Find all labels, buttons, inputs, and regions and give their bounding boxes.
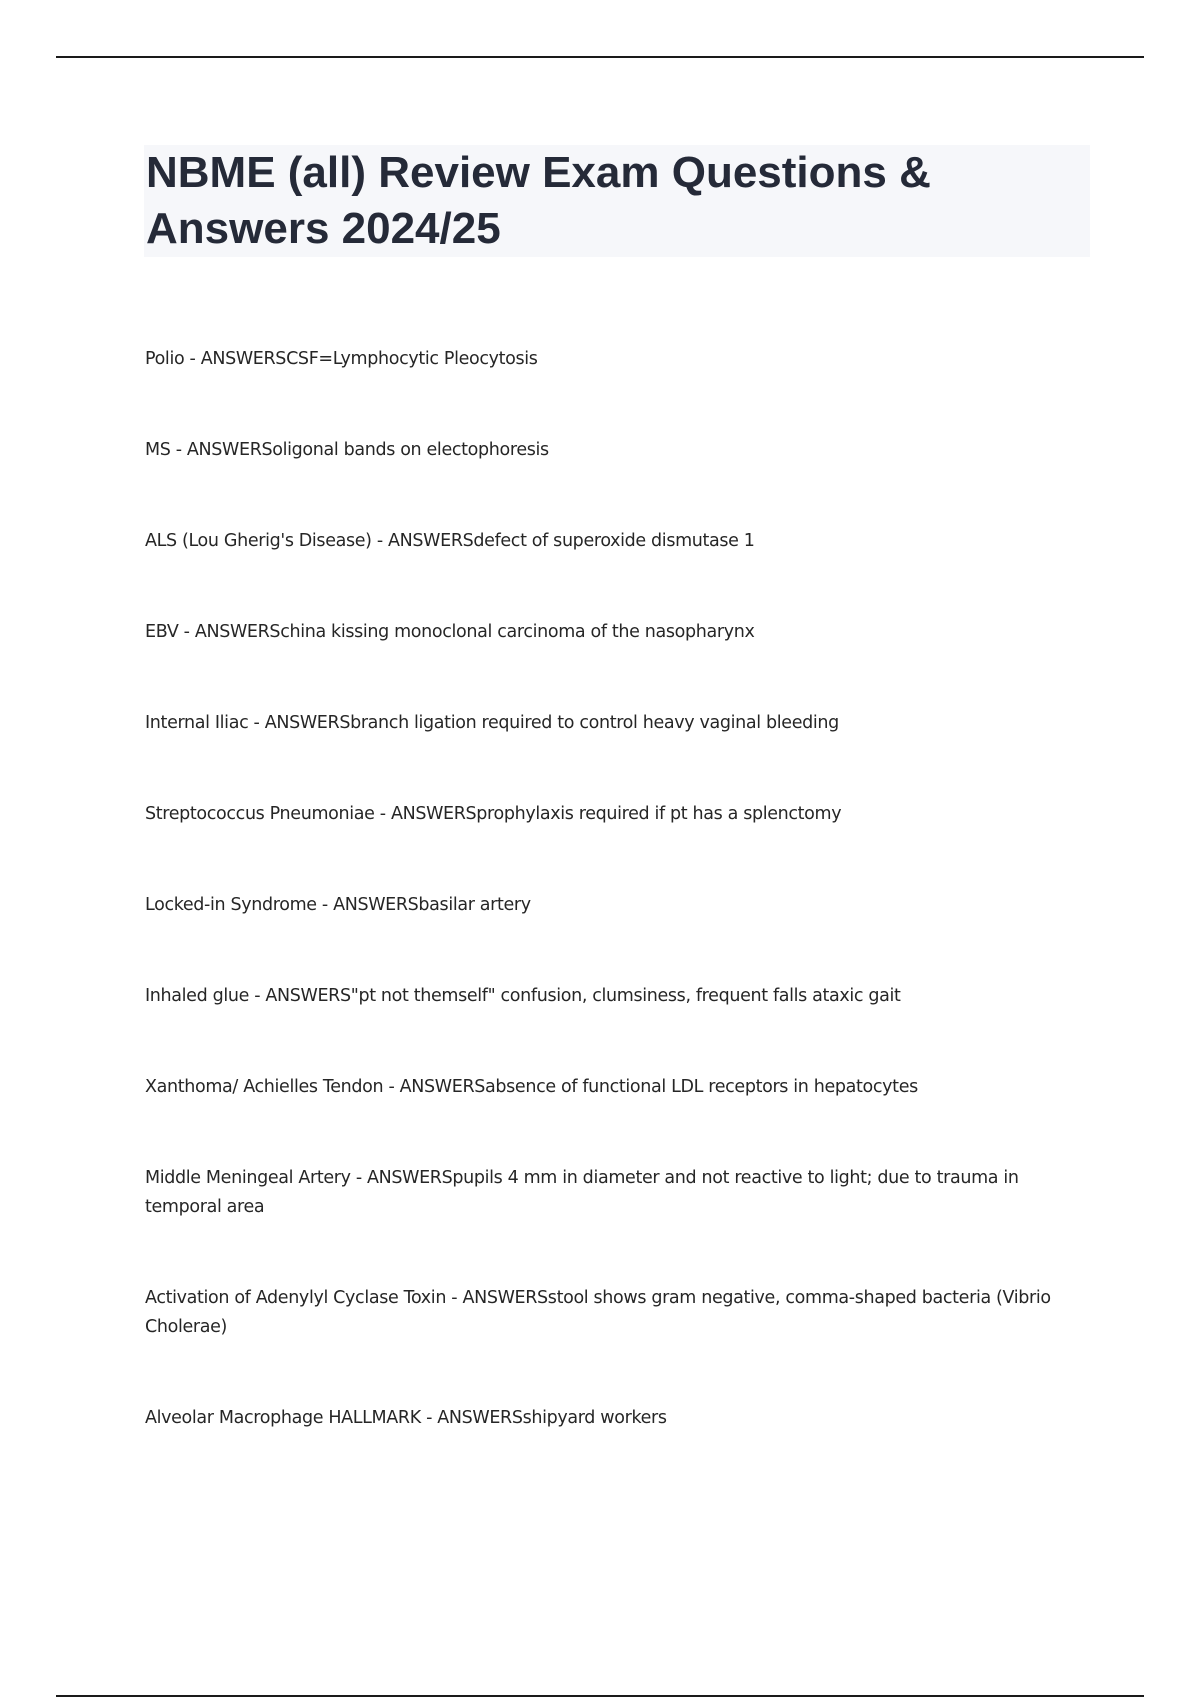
qa-answer: ANSWERSbasilar artery <box>333 895 531 915</box>
qa-item <box>145 1073 1095 1102</box>
qa-term: Alveolar Macrophage HALLMARK <box>145 1408 421 1428</box>
qa-answer: ANSWERSchina kissing monoclonal carcinoma of the nasopharynx <box>194 622 755 642</box>
qa-answer: ANSWERSCSF=Lymphocytic Pleocytosis <box>200 349 538 369</box>
qa-separator: - <box>383 1077 400 1097</box>
qa-term: Locked-in Syndrome <box>145 895 317 915</box>
qa-separator: - <box>170 440 187 460</box>
bottom-divider <box>56 1695 1144 1697</box>
qa-separator: - <box>178 622 195 642</box>
qa-answer: ANSWERSoligonal bands on electophoresis <box>186 440 549 460</box>
qa-separator: - <box>350 1168 367 1188</box>
qa-term: Polio <box>145 349 185 369</box>
qa-item <box>145 436 1095 465</box>
qa-item <box>145 345 1095 374</box>
qa-answer: ANSWERS"pt not themself" confusion, clumsiness, frequent falls ataxic gait <box>265 986 901 1006</box>
qa-answer: ANSWERSdefect of superoxide dismutase 1 <box>388 531 755 551</box>
qa-term: Activation of Adenylyl Cyclase Toxin <box>145 1288 447 1308</box>
qa-item <box>145 1284 1095 1342</box>
qa-item <box>145 982 1095 1011</box>
qa-answer: ANSWERSpupils 4 mm in diameter and not reactive to light; due to trauma in temporal area <box>145 1168 1019 1217</box>
qa-term: Xanthoma/ Achielles Tendon <box>145 1077 384 1097</box>
qa-term: Streptococcus Pneumoniae <box>145 804 375 824</box>
qa-term: Internal Iliac <box>145 713 249 733</box>
qa-separator: - <box>249 986 266 1006</box>
qa-term: Middle Meningeal Artery <box>145 1168 351 1188</box>
qa-answer: ANSWERSshipyard workers <box>437 1408 667 1428</box>
qa-separator: - <box>316 895 334 915</box>
qa-separator: - <box>184 349 201 369</box>
qa-item <box>145 618 1095 647</box>
qa-item <box>145 891 1095 920</box>
qa-item <box>145 527 1095 556</box>
qa-term: Inhaled glue <box>145 986 249 1006</box>
qa-separator: - <box>420 1408 438 1428</box>
qa-item <box>145 800 1095 829</box>
qa-answer: ANSWERSabsence of functional LDL receptors in hepatocytes <box>399 1077 918 1097</box>
qa-separator: - <box>371 531 389 551</box>
title-block <box>144 145 1090 257</box>
qa-separator: - <box>374 804 391 824</box>
qa-answer: ANSWERSprophylaxis required if pt has a splenctomy <box>390 804 842 824</box>
qa-answer: ANSWERSbranch ligation required to control heavy vaginal bleeding <box>264 713 839 733</box>
top-divider <box>56 56 1144 58</box>
qa-answer: ANSWERSstool shows gram negative, comma-shaped bacteria (Vibrio Cholerae) <box>145 1288 1051 1337</box>
qa-term: EBV <box>145 622 179 642</box>
qa-item <box>145 1164 1095 1222</box>
qa-term: ALS (Lou Gherig's Disease) <box>145 531 372 551</box>
document-title: NBME (all) Review Exam Questions & Answers 2024/25 <box>146 148 931 253</box>
qa-separator: - <box>248 713 265 733</box>
qa-item <box>145 1404 1095 1433</box>
qa-separator: - <box>446 1288 463 1308</box>
qa-term: MS <box>145 440 171 460</box>
qa-item <box>145 709 1095 738</box>
